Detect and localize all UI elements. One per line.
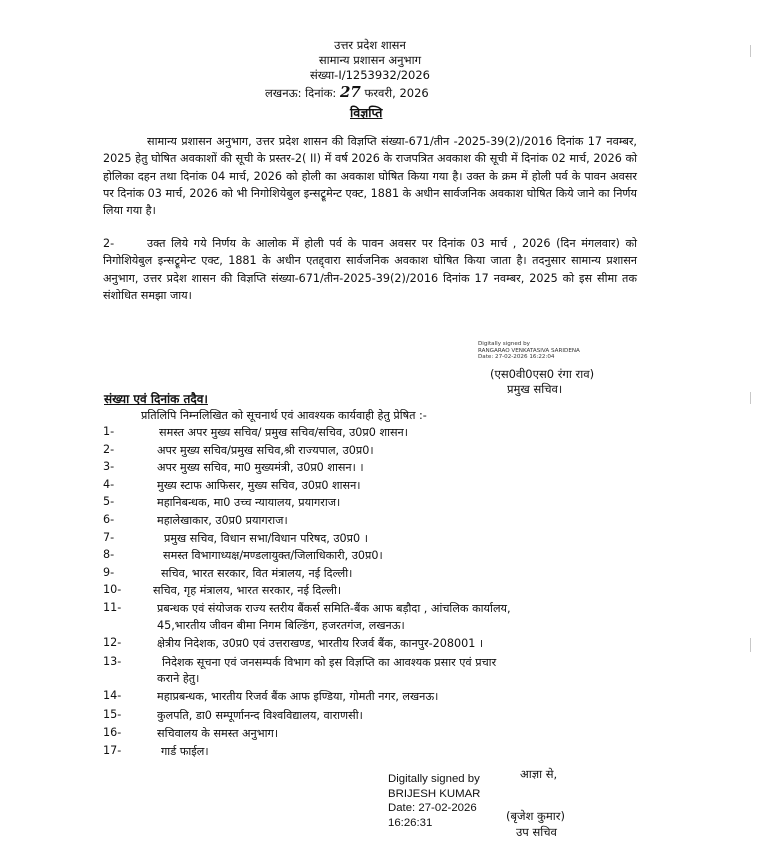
recipient-item-continued: 45,भारतीय जीवन बीमा निगम बिल्डिंग, हजरतगंज, लखनऊ। [157,619,405,632]
recipient-item: प्रमुख सचिव, विधान सभा/विधान परिषद, उ0प्र0 । [164,532,368,545]
recipient-item: अपर मुख्य सचिव/प्रमुख सचिव,श्री राज्यपाल, उ0प्र0। [157,444,374,457]
digital-signature-2-name: BRIJESH KUMAR [388,787,481,800]
digital-signature-stamp-1 [478,341,580,361]
recipient-number: 17- [103,744,122,757]
date-prefix: लखनऊ: दिनांक: [265,86,337,100]
signatory-2-name: (बृजेश कुमार) [506,809,565,823]
recipient-item: महालेखाकार, उ0प्र0 प्रयागराज। [157,514,288,527]
recipient-number: 11- [103,601,122,614]
recipient-number: 1- [103,425,115,438]
paragraph-2-text: उक्त लिये गये निर्णय के आलोक में होली पर्व के पावन अवसर पर दिनांक 03 मार्च , 2026 (दिन मंगलवार) को निगोशियेबुल इन्सट्रूमेन्ट एक्ट, 1881 के अधीन एतद्द्वारा सार्वजनिक अवकाश घोषित किया जाता है। तदनुसार सामान्य प्रशासन अनुभाग, उत्तर प्रदेश शासन की विज्ञप्ति संख्या-671/तीन-2025-39(2)/2016 दिनांक 17 नवम्बर, 2025 को इस सीमा तक संशोधित समझा जाय। [103,237,637,302]
handwritten-date: 27 [339,83,361,101]
paragraph-1: सामान्य प्रशासन अनुभाग, उत्तर प्रदेश शासन की विज्ञप्ति संख्या-671/तीन -2025-39(2)/2016 दिनांक 17 नवम्बर, 2025 हेतु घोषित अवकाशों की सूची के प्रस्तर-2( II) में वर्ष 2026 के राजपत्रित अवकाश की सूची में दिनांक 02 मार्च, 2026 को होलिका दहन तथा दिनांक 04 मार्च, 2026 को होली का अवकाश घोषित किया गया है। उक्त के क्रम में होली पर्व के पावन अवसर पर दिनांक 03 मार्च, 2026 को भी निगोशियेबुल इन्सट्रूमेन्ट एक्ट, 1881 के अधीन सार्वजनिक अवकाश घोषित किये जाने का निर्णय लिया गया है। [103,135,637,218]
govt-name: उत्तर प्रदेश शासन [334,38,406,52]
department-name: सामान्य प्रशासन अनुभाग [318,53,422,67]
digital-signature-1-name: RANGARAO VENKATASIVA SARIDENA [478,347,580,354]
by-order: आज्ञा से, [520,767,558,781]
signatory-1-designation: प्रमुख सचिव। [507,382,563,396]
recipient-item: कुलपति, डा0 सम्पूर्णानन्द विश्वविद्यालय, वाराणसी। [157,709,363,722]
date-rest: फरवरी, 2026 [364,86,429,100]
digital-signature-2-line1: Digitally signed by [388,773,480,785]
recipient-number: 6- [103,513,115,526]
copy-intro: प्रतिलिपि निम्नलिखित को सूचनार्थ एवं आवश्यक कार्यवाही हेतु प्रेषित :- [141,409,427,422]
recipient-item: सचिवालय के समस्त अनुभाग। [157,727,279,740]
recipient-number: 5- [103,495,115,508]
copy-heading: संख्या एवं दिनांक तदैव। [104,392,208,406]
recipient-item: गार्ड फाईल। [161,745,209,758]
place-date [265,83,429,101]
scan-edge-mark [750,392,751,404]
scan-edge-mark [750,45,751,57]
digital-signature-1-date: Date: 27-02-2026 16:22:04 [478,354,555,360]
digital-signature-2-time: 16:26:31 [388,816,433,829]
digital-signature-2-date: Date: 27-02-2026 [388,802,477,814]
recipient-number: 13- [103,655,122,668]
recipient-number: 3- [103,460,115,473]
recipient-item: प्रबन्धक एवं संयोजक राज्य स्तरीय बैंकर्स समिति-बैंक आफ बड़ौदा , आंचलिक कार्यालय, [157,602,511,615]
recipient-item-continued: कराने हेतु। [157,672,200,685]
paragraph-2-number: 2- [103,237,115,250]
recipient-number: 12- [103,636,122,649]
recipient-item: महाप्रबन्धक, भारतीय रिजर्व बैंक आफ इण्डिया, गोमती नगर, लखनऊ। [157,690,439,703]
recipient-number: 8- [103,548,115,561]
signatory-2-designation: उप सचिव [516,825,557,839]
recipient-number: 2- [103,443,115,456]
paragraph-2 [103,235,637,304]
digital-signature-1-line1: Digitally signed by [478,341,530,347]
recipient-item: सचिव, गृह मंत्रालय, भारत सरकार, नई दिल्ली। [153,584,342,597]
recipient-item: निदेशक सूचना एवं जनसम्पर्क विभाग को इस विज्ञप्ति का आवश्यक प्रसार एवं प्रचार [162,656,497,669]
recipient-item: समस्त विभागाध्यक्ष/मण्डलायुक्त/जिलाधिकारी, उ0प्र0। [163,549,383,562]
recipient-item: समस्त अपर मुख्य सचिव/ प्रमुख सचिव/सचिव, उ0प्र0 शासन। [159,426,408,439]
reference-number: संख्या-I/1253932/2026 [310,68,430,82]
recipient-number: 4- [103,478,115,491]
recipient-number: 16- [103,726,122,739]
recipient-item: मुख्य स्टाफ आफिसर, मुख्य सचिव, उ0प्र0 शासन। [157,479,361,492]
document-title: विज्ञप्ति [350,105,383,120]
recipient-number: 15- [103,708,122,721]
recipient-item: क्षेत्रीय निदेशक, उ0प्र0 एवं उत्तराखण्ड, भारतीय रिजर्व बैंक, कानपुर-208001 । [157,637,484,650]
scan-edge-mark [750,638,751,652]
recipient-number: 10- [103,583,122,596]
recipient-item: अपर मुख्य सचिव, मा0 मुख्यमंत्री, उ0प्र0 शासन। । [157,461,364,474]
recipient-item: महानिबन्धक, मा0 उच्च न्यायालय, प्रयागराज। [157,496,341,509]
recipient-item: सचिव, भारत सरकार, वित मंत्रालय, नई दिल्ली। [161,567,353,580]
digital-signature-stamp-2 [388,772,480,830]
recipient-number: 9- [103,566,115,579]
recipient-number: 7- [103,531,115,544]
recipient-number: 14- [103,689,122,702]
signatory-1-name: (एस0वी0एस0 रंगा राव) [490,367,595,381]
